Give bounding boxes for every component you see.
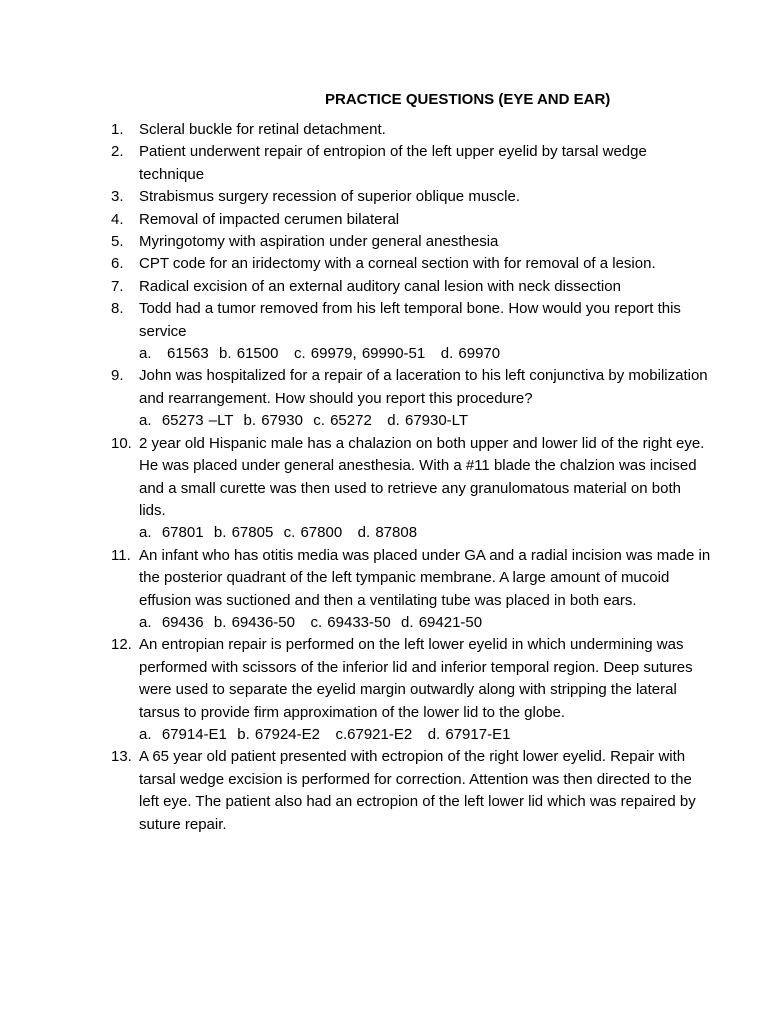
question-number: 5. (111, 233, 124, 251)
question-number: 1. (111, 121, 124, 138)
question-body (139, 141, 711, 186)
answer-choices: a. 67801 b. 67805 c. 67800 d. 87808 (139, 524, 418, 542)
question-text: CPT code for an iridectomy with a corneal section with for removal of a lesion. (139, 255, 656, 273)
question-number: 3. (111, 188, 124, 206)
question-number: 2. (111, 143, 124, 161)
question-item (111, 365, 711, 432)
question-number: 12. (111, 636, 132, 654)
question-text: Radical excision of an external auditory canal lesion with neck dissection (139, 277, 621, 295)
question-number: 4. (111, 210, 124, 228)
question-body (139, 231, 711, 253)
question-body (139, 209, 711, 231)
question-text: Patient underwent repair of entropion of the left upper eyelid by tarsal wedge technique (139, 143, 647, 183)
question-body (139, 433, 711, 545)
question-text: Strabismus surgery recession of superior oblique muscle. (139, 188, 520, 206)
question-item (111, 186, 711, 208)
question-item (111, 298, 711, 365)
question-item (111, 276, 711, 298)
question-body (139, 545, 711, 635)
question-text: A 65 year old patient presented with ectropion of the right lower eyelid. Repair with tarsal wedge excision is performed for correction. Attention was then directed to the left eye. The patient also had an ectropion of the left lower lid which was repaired by suture repair. (139, 748, 696, 833)
question-item (111, 746, 711, 836)
question-body (139, 276, 711, 298)
answer-choices: a. 67914-E1 b. 67924-E2 c.67921-E2 d. 67917-E1 (139, 725, 511, 743)
question-item (111, 634, 711, 746)
question-item (111, 141, 711, 186)
question-body (139, 298, 711, 365)
question-body (139, 365, 711, 432)
question-item (111, 209, 711, 231)
question-number: 7. (111, 277, 124, 295)
question-body (139, 186, 711, 208)
question-body (139, 746, 711, 836)
question-item (111, 119, 711, 141)
question-text: Scleral buckle for retinal detachment. (139, 121, 386, 138)
answer-choices: a. 61563 b. 61500 c. 69979, 69990-51 d. 69970 (139, 345, 501, 363)
question-text: Myringotomy with aspiration under general anesthesia (139, 233, 499, 251)
question-text: An infant who has otitis media was placed under GA and a radial incision was made in the posterior quadrant of the left tympanic membrane. A large amount of mucoid effusion was suctioned and then a ventilating tube was placed in both ears. (139, 546, 711, 609)
document-title: PRACTICE QUESTIONS (EYE AND EAR) (325, 91, 611, 108)
question-number: 11. (111, 546, 131, 564)
question-body (139, 119, 711, 141)
question-number: 13. (111, 748, 132, 766)
question-text: John was hospitalized for a repair of a laceration to his left conjunctiva by mobilization and rearrangement. How should you report this procedure? (139, 367, 708, 407)
question-text: An entropian repair is performed on the left lower eyelid in which undermining was performed with scissors of the inferior lid and inferior temporal region. Deep sutures were used to separate the eyelid margin outwardly along with stripping the lateral tarsus to provide firm approximation of the lower lid to the globe. (139, 636, 693, 721)
question-text: 2 year old Hispanic male has a chalazion on both upper and lower lid of the right eye. He was placed under general anesthesia. With a #11 blade the chalzion was incised and a small curette was then used to retrieve any granulomatous material on both lids. (139, 434, 705, 519)
question-number: 9. (111, 367, 124, 385)
question-body (139, 253, 711, 275)
question-text: Todd had a tumor removed from his left temporal bone. How would you report this service (139, 300, 681, 340)
question-number: 10. (111, 434, 132, 452)
question-item (111, 545, 711, 635)
question-body (139, 634, 711, 746)
answer-choices: a. 69436 b. 69436-50 c. 69433-50 d. 69421-50 (139, 613, 483, 631)
question-item (111, 253, 711, 275)
answer-choices: a. 65273 –LT b. 67930 c. 65272 d. 67930-LT (139, 412, 469, 430)
question-number: 6. (111, 255, 124, 273)
question-number: 8. (111, 300, 124, 318)
question-item (111, 231, 711, 253)
question-list (111, 119, 711, 836)
question-text: Removal of impacted cerumen bilateral (139, 210, 400, 228)
question-item (111, 433, 711, 545)
